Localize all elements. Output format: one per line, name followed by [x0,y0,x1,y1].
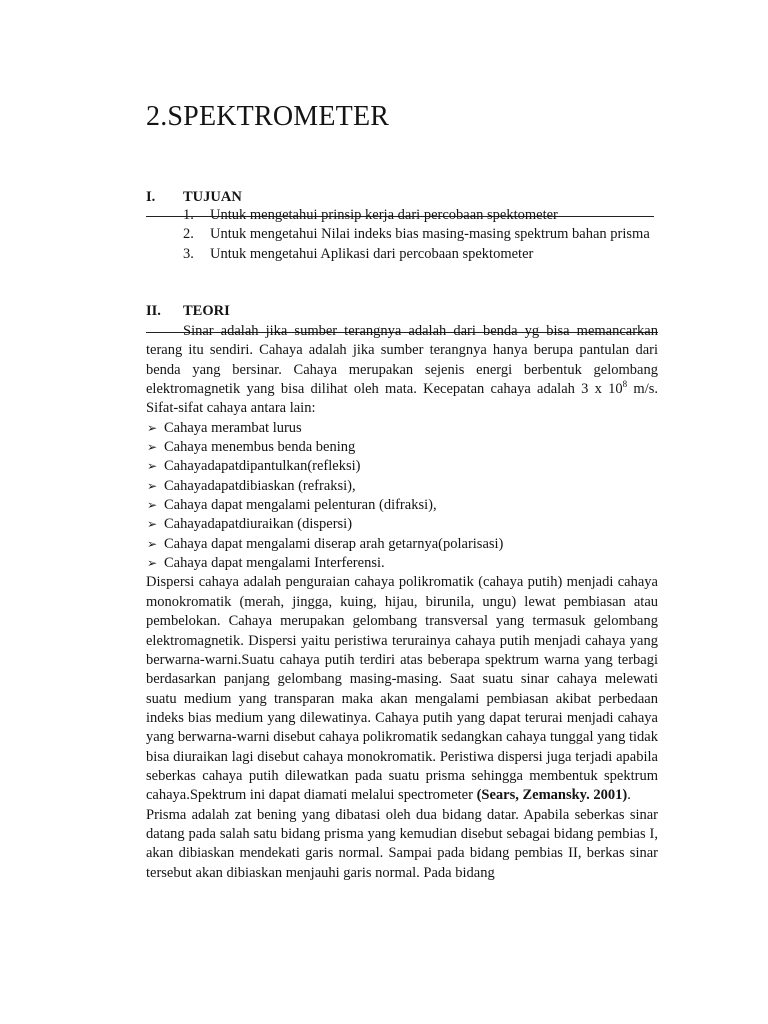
objective-text: Untuk mengetahui Aplikasi dari percobaan spektometer [210,245,534,262]
section-number: II. [146,303,161,319]
list-item-text: Cahayadapatdibiaskan (refraksi), [164,477,356,494]
arrow-bullet-icon: ➢ [147,420,158,435]
list-item [146,515,658,534]
paragraph-prism [146,806,658,883]
struck-text: Sinar adalah jika sumber terangnya adalah dari benda yg bisa memancarkan [183,323,658,339]
section-number: I. [146,189,156,205]
paragraph-text: Dispersi cahaya adalah penguraian cahaya polikromatik (cahaya putih) menjadi cahaya monokromatik (merah, jingga, kuing, hijau, birunila, ungu) lewat pembiasan atau pembelokan. Cahaya merupakan gelombang transversal yang termasuk gelombang elektromagnetik. Dispersi yaitu peristiwa terurainya cahaya putih menjadi cahaya yang berwarna-warni.Suatu cahaya putih terdiri atas beberapa spektrum warna yang terbagi berdasarkan panjang gelombang masing-masing. Saat suatu sinar cahaya melewati suatu medium yang transparan maka akan mengalami pembiasan akibat perbedaan indeks bias medium yang dilewatinya. Cahaya putih yang dapat terurai menjadi cahaya yang berwarna-warni disebut cahaya polikromatik sedangkan cahaya tunggal yang tidak bisa diuraikan lagi disebut cahaya monokromatik. Peristiwa dispersi juga terjadi apabila seberkas cahaya putih dilewatkan pada suatu prisma sehingga membentuk spektrum cahaya.Spektrum ini dapat diamati melalui spectrometer [146,574,658,804]
list-item [146,419,658,438]
objective-number: 1. [183,207,194,223]
paragraph-dispersion [146,573,658,805]
list-item-text: Cahaya menembus benda bening [164,439,356,456]
paragraph-text: Prisma adalah zat bening yang dibatasi oleh dua bidang datar. Apabila seberkas sinar datang pada salah satu bidang prisma yang kemudian disebut sebagai bidang pembias I, akan dibiaskan mendekati garis normal. Sampai pada bidang pembias II, berkas sinar tersebut akan dibiaskan menjauhi garis normal. Pada bidang [146,806,658,881]
page-title: 2.SPEKTROMETER [146,101,390,132]
objective-item [183,225,658,244]
list-item-text: Cahaya dapat mengalami Interferensi. [164,555,385,572]
list-item-text: Cahaya dapat mengalami pelenturan (difraksi), [164,497,437,514]
list-item [146,438,658,457]
list-item [146,535,658,554]
objective-number: 2. [183,226,194,243]
paragraph-text: terang itu sendiri. Cahaya adalah jika sumber terangnya hanya berupa pantulan dari benda yang bersinar. Cahaya merupakan sejenis energi berbentuk gelombang elektromagnetik yang bisa dilihat oleh mata. Kecepatan cahaya adalah 3 x 10 [146,342,658,398]
arrow-bullet-icon: ➢ [147,478,158,493]
list-item [146,554,658,573]
list-item [146,457,658,476]
exponent: 8 [622,379,628,390]
arrow-bullet-icon: ➢ [147,556,158,571]
objective-number: 3. [183,245,194,262]
paragraph-text: m/s. Sifat-sifat cahaya antara lain: [146,381,658,417]
teori-body [146,322,658,883]
light-properties-list [146,419,658,574]
arrow-bullet-icon: ➢ [147,517,158,532]
list-item-text: Cahaya dapat mengalami diserap arah getarnya(polarisasi) [164,535,504,552]
list-item [146,477,658,496]
paragraph-text: . [627,787,631,804]
paragraph-light [146,322,658,419]
arrow-bullet-icon: ➢ [147,440,158,455]
arrow-bullet-icon: ➢ [147,498,158,513]
section-title: TEORI [183,303,230,319]
list-item [146,496,658,515]
list-item-text: Cahaya merambat lurus [164,419,302,436]
list-item-text: Cahayadapatdiuraikan (dispersi) [164,516,353,533]
objective-text: Untuk mengetahui prinsip kerja dari percobaan spektometer [210,207,558,223]
objective-text: Untuk mengetahui Nilai indeks bias masing-masing spektrum bahan prisma [210,226,650,243]
list-item-text: Cahayadapatdipantulkan(refleksi) [164,458,361,475]
objective-item [183,206,658,225]
citation: (Sears, Zemansky. 2001) [476,787,628,804]
section-title: TUJUAN [183,189,242,205]
objectives-list [183,206,658,264]
objective-item [183,245,658,264]
arrow-bullet-icon: ➢ [147,536,158,551]
arrow-bullet-icon: ➢ [147,459,158,474]
